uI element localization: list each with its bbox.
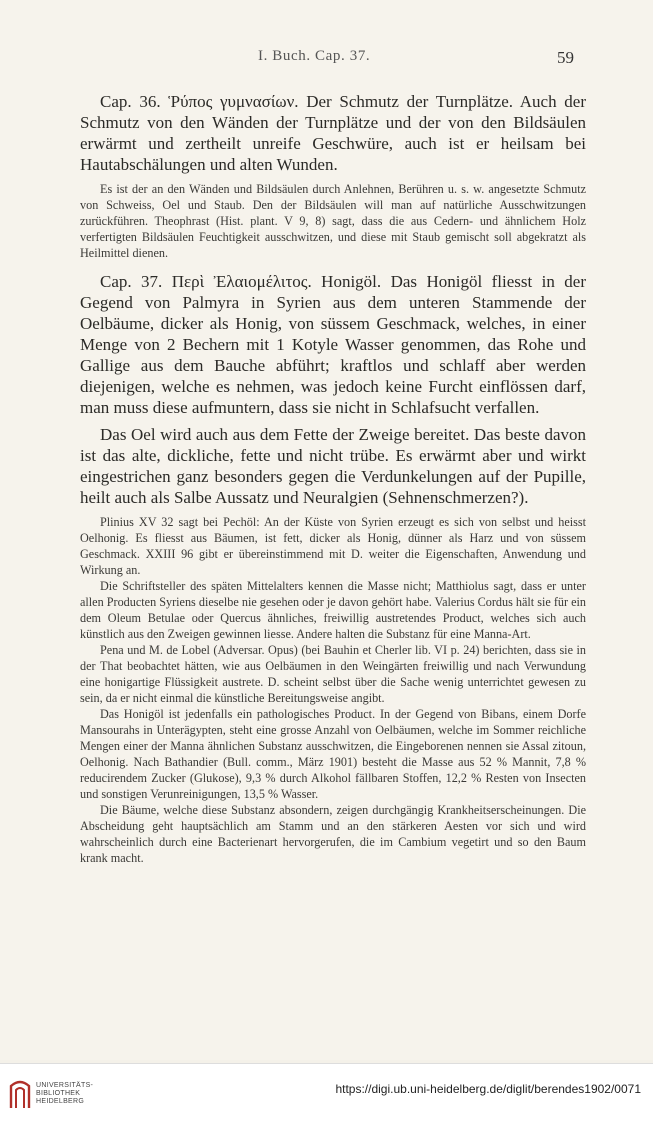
library-name: UNIVERSITÄTS- BIBLIOTHEK HEIDELBERG <box>36 1082 94 1105</box>
running-head <box>0 48 653 70</box>
running-head-title: I. Buch. Cap. 37. <box>258 48 371 64</box>
chapter-37-text: Cap. 37. Περὶ Ἐλαιομέλιτος. Honigöl. Das Honigöl fliesst in der Gegend von Palmyra in Syrien aus dem unteren Stammende der Oelbäume, dicker als Honig, von süssem Geschmack, welches, in einer Menge von 2 Bechern mit 1 Kotyle Wasser genommen, das Rohe und Gallige aus dem Bauche abführt; kraftlos und schlaff aber werden diejenigen, welche es nehmen, was jedoch keine Furcht einflössen darf, man muss diese aufmuntern, dass sie nicht in Schlafsucht verfallen. <box>80 272 586 417</box>
chapter-36-text: Cap. 36. Ῥύπος γυμνασίων. Der Schmutz der Turnplätze. Auch der Schmutz von den Wänden der Turnplätze und der von den Bildsäulen erwärmt und zertheilt unreife Geschwüre, auch ist er heilsam bei Hautabschälungen und alten Wunden. <box>80 92 586 174</box>
note-pena-lobel: Pena und M. de Lobel (Adversar. Opus) (bei Bauhin et Cherler lib. VI p. 24) berichten, dass sie in der That beobachtet hätten, wie aus Oelbäumen in den Weingärten freiwillig und nach Verwundung eine honigartige Flüssigkeit austrete. D. scheint selbst über die Sache wenig unterrichtet gewesen zu sein, da er nicht einmal die künstliche Bereitungsweise angibt. <box>80 643 586 705</box>
page-number: 59 <box>557 48 574 67</box>
note-schriftsteller: Die Schriftsteller des späten Mittelalters kennen die Masse nicht; Matthiolus sagt, dass er unter allen Producten Syriens dieselbe nie gesehen oder je davon gehört habe. Valerius Cordus hält sie für ein dem Oleum Betulae oder Quercus ähnliches, freiwillig austretendes Product, welches sich auch künstlich aus den Zweigen gewinnen liesse. Andere halten die Substanz für eine Manna-Art. <box>80 579 586 641</box>
chapter-36-note: Es ist der an den Wänden und Bildsäulen durch Anlehnen, Berühren u. s. w. angesetzte Schmutz von Schweiss, Oel und Staub. Den der Bildsäulen will man auf natürliche Ausschwitzungen zurückführen. Theophrast (Hist. plant. V 9, 8) sagt, dass die aus Cedern- und ähnlichem Holz verfertigten Bildsäulen Feuchtigkeit ausschwitzen, und diese mit Staub gemischt soll abgekratzt als Heilmittel dienen. <box>80 182 586 260</box>
page-permalink[interactable]: https://digi.ub.uni-heidelberg.de/diglit/berendes1902/0071 <box>335 1082 641 1096</box>
note-honigoel-product: Das Honigöl ist jedenfalls ein pathologisches Product. In der Gegend von Bibans, einem Dorfe Mansourahs in Unterägypten, steht eine grosse Anzahl von Oelbäumen, welche im Sommer reichliche Mengen einer der Manna ähnlichen Substanz ausschwitzen, die Eingeborenen nennen sie Assal zitoun, Oelhonig. Nach Bathandier (Bull. comm., März 1901) besteht die Masse aus 52 % Mannit, 7,8 % reducirendem Zucker (Glukose), 9,3 % durch Alkohol fällbaren Stoffen, 12,2 % Resten von Insecten und sonstigen Verunreinigungen, 13,5 % Wasser. <box>80 707 586 801</box>
viewer-footer <box>0 1063 653 1122</box>
chapter-37-text-2: Das Oel wird auch aus dem Fette der Zweige bereitet. Das beste davon ist das alte, dickliche, fette und nicht trübe. Es erwärmt aber und wirkt eingestrichen ganz besonders gegen die Verdunkelungen auf der Pupille, heilt auch als Salbe Aussatz und Neuralgien (Sehnenschmerzen?). <box>80 425 586 507</box>
note-plinius: Plinius XV 32 sagt bei Pechöl: An der Küste von Syrien erzeugt es sich von selbst und heisst Oelhonig. Es fliesst aus Bäumen, ist fett, dicker als Honig, dünner als Harz und von süssem Geschmack. XXIII 96 gibt er übereinstimmend mit D. weiter die Eigenschaften, Anwendung und Wirkung an. <box>80 515 586 577</box>
page-body <box>80 91 586 866</box>
note-baeume: Die Bäume, welche diese Substanz absondern, zeigen durchgängig Krankheitserscheinungen. Die Abscheidung geht hauptsächlich am Stamm und an den stärkeren Aesten vor sich und wird wahrscheinlich durch eine Bacterienart hervorgerufen, die im Cambium vegetirt und so den Baum krank macht. <box>80 803 586 865</box>
library-logo-icon[interactable] <box>8 1076 32 1110</box>
